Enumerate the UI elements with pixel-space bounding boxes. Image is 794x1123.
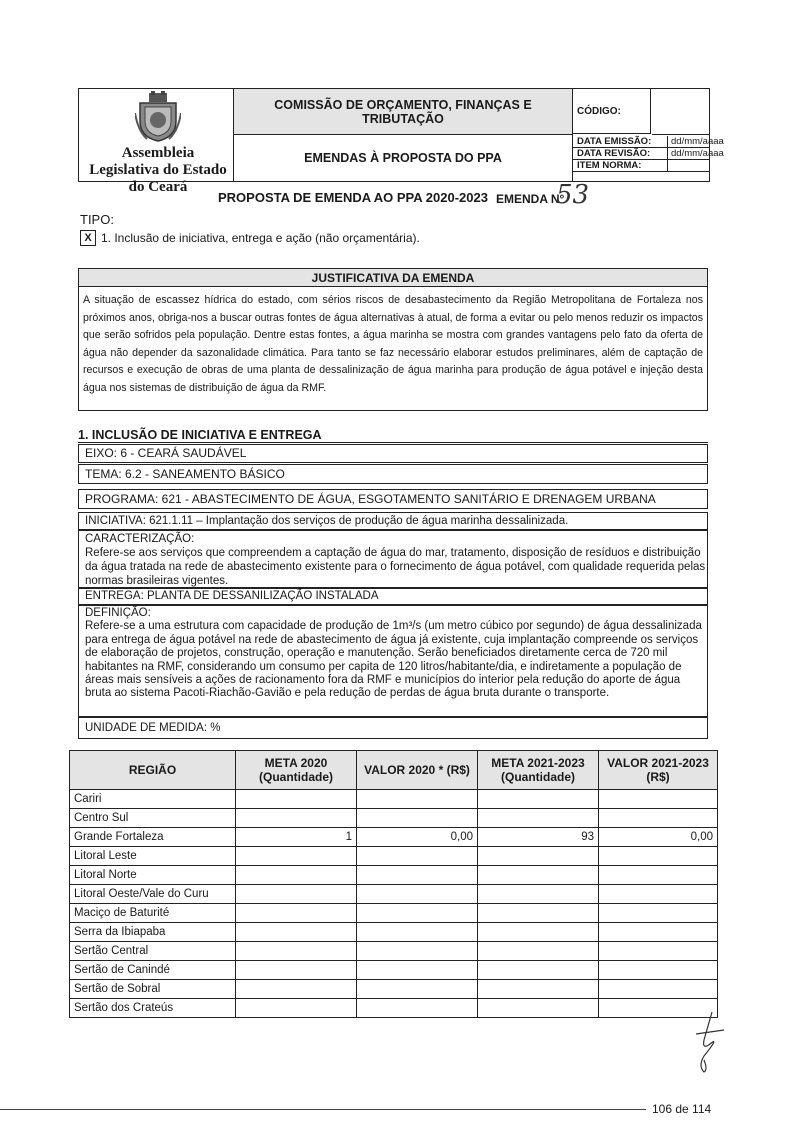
data-emissao-value: dd/mm/aaaa (671, 136, 724, 147)
region-cell: Sertão Central (70, 942, 236, 961)
value-cell (599, 790, 718, 809)
value-cell (236, 961, 357, 980)
col-header-meta-2020: META 2020 (Quantidade) (236, 751, 357, 790)
region-cell: Sertão de Sobral (70, 980, 236, 999)
emenda-number: 53 (556, 180, 590, 210)
data-revisao-value: dd/mm/aaaa (671, 148, 724, 159)
value-cell (478, 866, 599, 885)
data-emissao-row (573, 136, 724, 148)
metas-table (69, 750, 718, 1018)
value-cell (599, 847, 718, 866)
codigo-value (652, 89, 709, 135)
value-cell (236, 999, 357, 1018)
value-cell (357, 847, 478, 866)
proposal-title: PROPOSTA DE EMENDA AO PPA 2020-2023 (218, 190, 488, 205)
value-cell (478, 885, 599, 904)
logo-cell (79, 89, 234, 195)
region-cell: Litoral Norte (70, 866, 236, 885)
eixo-field: EIXO: 6 - CEARÁ SAUDÁVEL (78, 444, 708, 463)
table-row (70, 847, 718, 866)
page-number: 106 de 114 (652, 1102, 712, 1116)
table-row (70, 885, 718, 904)
data-revisao-label: DATA REVISÃO: (577, 148, 651, 159)
value-cell (236, 904, 357, 923)
value-cell (357, 866, 478, 885)
value-cell (599, 885, 718, 904)
table-row (70, 790, 718, 809)
value-cell (478, 790, 599, 809)
value-cell (478, 847, 599, 866)
value-cell (357, 809, 478, 828)
value-cell (478, 809, 599, 828)
definicao-text: Refere-se a uma estrutura com capacidade de produção de 1m³/s (um metro cúbico por segundo) de água dessalinizada para entrega de água potável na rede de abastecimento de água já existente, cuja implantação compreende os serviços de elaboração de projetos, construção, operação e manutenção. Serão beneficiados diretamente cerca de 720 mil habitantes na RMF, considerando um consumo per capita de 120 litros/habitante/dia, e indiretamente a população de áreas mais sensíveis a ações de racionamento fora da RMF e municípios do interior pela redução do aporte de água bruta ao sistema Pacoti-Riachão-Gavião e pela redução de perdas de água bruta durante o transporte. (85, 620, 702, 700)
value-cell (236, 942, 357, 961)
col-header-regiao: REGIÃO (70, 751, 236, 790)
section1-rule (78, 442, 708, 443)
value-cell (599, 866, 718, 885)
region-cell: Serra da Ibiapaba (70, 923, 236, 942)
emenda-label: EMENDA N° (496, 192, 565, 206)
codigo-label: CÓDIGO: (573, 89, 651, 134)
region-cell: Litoral Leste (70, 847, 236, 866)
col-header-valor-2021-2023: VALOR 2021-2023 (R$) (599, 751, 718, 790)
region-cell: Centro Sul (70, 809, 236, 828)
region-cell: Sertão dos Crateús (70, 999, 236, 1018)
value-cell (478, 980, 599, 999)
region-cell: Grande Fortaleza (70, 828, 236, 847)
value-cell (357, 942, 478, 961)
value-cell (599, 809, 718, 828)
section1-title: 1. INCLUSÃO DE INICIATIVA E ENTREGA (78, 428, 322, 442)
definicao-field (78, 605, 708, 717)
value-cell: 0,00 (599, 828, 718, 847)
value-cell: 0,00 (357, 828, 478, 847)
value-cell (599, 923, 718, 942)
item-norma-row (573, 160, 709, 172)
tipo-option-text: 1. Inclusão de iniciativa, entrega e ação (não orçamentária). (101, 231, 420, 245)
tema-field: TEMA: 6.2 - SANEAMENTO BÁSICO (78, 464, 708, 484)
value-cell (236, 923, 357, 942)
data-emissao-label: DATA EMISSÃO: (577, 136, 652, 147)
value-cell (236, 866, 357, 885)
region-cell: Sertão de Canindé (70, 961, 236, 980)
value-cell (236, 847, 357, 866)
value-cell (236, 809, 357, 828)
table-row (70, 999, 718, 1018)
value-cell (599, 942, 718, 961)
value-cell (478, 923, 599, 942)
col-header-valor-2020: VALOR 2020 * (R$) (357, 751, 478, 790)
table-row (70, 980, 718, 999)
item-norma-label: ITEM NORMA: (577, 160, 642, 171)
caracterizacao-field (78, 530, 708, 588)
programa-field: PROGRAMA: 621 - ABASTECIMENTO DE ÁGUA, ESGOTAMENTO SANITÁRIO E DRENAGEM URBANA (78, 489, 708, 509)
caracterizacao-label: CARACTERIZAÇÃO: (85, 533, 195, 545)
value-cell (357, 980, 478, 999)
tipo-checkbox[interactable]: X (80, 230, 96, 246)
caracterizacao-text: Refere-se aos serviços que compreendem a captação de água do mar, tratamento, disposição de resíduos e distribuição da água tratada na rede de abastecimento existente para o fornecimento de água potável, com qualidade requerida pelas normas brasileiras vigentes. (85, 547, 706, 587)
emendas-title: EMENDAS À PROPOSTA DO PPA (234, 135, 573, 181)
region-cell: Litoral Oeste/Vale do Curu (70, 885, 236, 904)
value-cell (599, 980, 718, 999)
value-cell: 1 (236, 828, 357, 847)
value-cell (599, 904, 718, 923)
justificativa-title: JUSTIFICATIVA DA EMENDA (79, 269, 707, 287)
table-row (70, 923, 718, 942)
commission-title: COMISSÃO DE ORÇAMENTO, FINANÇAS E TRIBUTAÇÃO (234, 89, 573, 135)
table-row (70, 828, 718, 847)
definicao-label: DEFINIÇÃO: (85, 607, 151, 619)
justificativa-text: A situação de escassez hídrica do estado, com sérios riscos de desabastecimento da Região Metropolitana de Fortaleza nos próximos anos, obriga-nos a buscar outras fontes de água alternativas à atual, de forma a evitar ou pelo menos reduzir os impactos que serão sofridos pela população. Dentre estas fontes, a água marinha se mostra com grandes vantagens pelo fato da oferta de água não depender da sazonalidade climática. Para tanto se faz necessário elaborar estudos preliminares, além de captação de recursos e execução de obras de uma planta de dessalinização de água marinha para produção de água potável e injeção desta água nos sistemas de distribuição de água da RMF. (83, 294, 703, 394)
table-header-row (70, 751, 718, 790)
region-cell: Maciço de Baturité (70, 904, 236, 923)
table-row (70, 904, 718, 923)
value-cell (236, 790, 357, 809)
org-name: Assembleia Legislativa do Estado do Ceará (89, 145, 227, 195)
value-cell (236, 980, 357, 999)
value-cell (236, 885, 357, 904)
value-cell (357, 790, 478, 809)
value-cell (478, 904, 599, 923)
value-cell (357, 885, 478, 904)
region-cell: Cariri (70, 790, 236, 809)
value-cell (357, 923, 478, 942)
value-cell (478, 999, 599, 1018)
unidade-field: UNIDADE DE MEDIDA: % (78, 717, 708, 739)
table-row (70, 942, 718, 961)
table-row (70, 809, 718, 828)
justificativa-box (78, 268, 708, 411)
coat-of-arms-logo (135, 91, 181, 143)
table-row (70, 866, 718, 885)
value-cell (478, 942, 599, 961)
value-cell (357, 904, 478, 923)
value-cell: 93 (478, 828, 599, 847)
entrega-field: ENTREGA: PLANTA DE DESSANILIZAÇÃO INSTALADA (78, 588, 708, 605)
table-row (70, 961, 718, 980)
value-cell (357, 999, 478, 1018)
footer-rule (0, 1109, 646, 1110)
value-cell (478, 961, 599, 980)
col-header-meta-2021-2023: META 2021-2023 (Quantidade) (478, 751, 599, 790)
tipo-label: TIPO: (80, 212, 114, 227)
value-cell (599, 961, 718, 980)
value-cell (357, 961, 478, 980)
iniciativa-field: INICIATIVA: 621.1.11 – Implantação dos serviços de produção de água marinha dessalinizada. (78, 512, 708, 530)
signature-mark (690, 1010, 730, 1080)
data-revisao-row (573, 148, 724, 160)
